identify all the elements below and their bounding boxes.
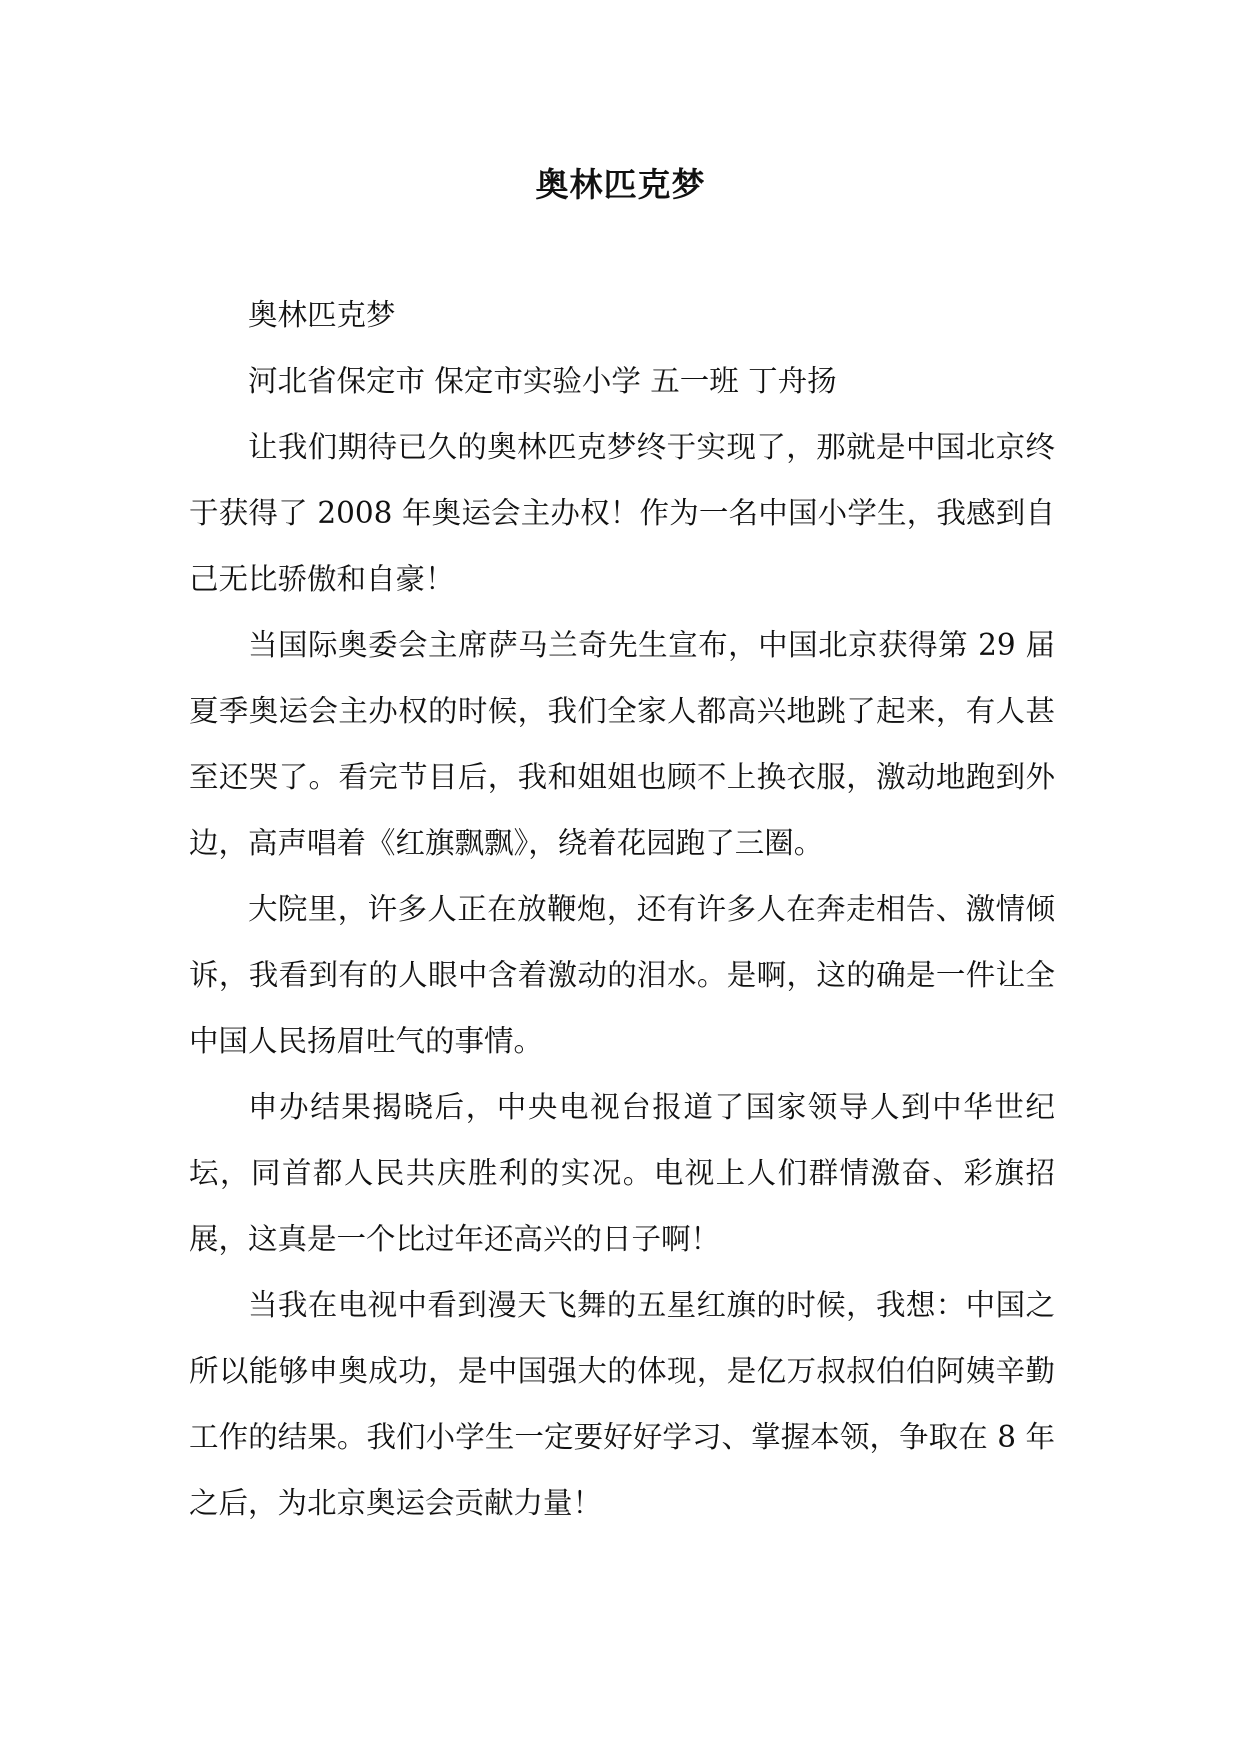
paragraph: 申办结果揭晓后，中央电视台报道了国家领导人到中华世纪坛，同首都人民共庆胜利的实况。电视上人们群情激奋、彩旗招展，这真是一个比过年还高兴的日子啊！ [189,1090,1055,1256]
paragraph-essay-title: 奥林匹克梦 [248,298,396,332]
paragraph: 让我们期待已久的奥林匹克梦终于实现了，那就是中国北京终于获得了 2008 年奥运会主办权！作为一名中国小学生，我感到自己无比骄傲和自豪！ [189,430,1055,596]
paragraph: 大院里，许多人正在放鞭炮，还有许多人在奔走相告、激情倾诉，我看到有的人眼中含着激动的泪水。是啊，这的确是一件让全中国人民扬眉吐气的事情。 [189,892,1055,1058]
document-title: 奥林匹克梦 [535,165,706,204]
document-body [189,282,1055,1536]
paragraph: 当我在电视中看到漫天飞舞的五星红旗的时候，我想：中国之所以能够申奥成功，是中国强大的体现，是亿万叔叔伯伯阿姨辛勤工作的结果。我们小学生一定要好好学习、掌握本领，争取在 8 年之后，为北京奥运会贡献力量！ [189,1288,1055,1520]
paragraph-author-line: 河北省保定市 保定市实验小学 五一班 丁舟扬 [248,364,837,398]
paragraph: 当国际奥委会主席萨马兰奇先生宣布，中国北京获得第 29 届夏季奥运会主办权的时候，我们全家人都高兴地跳了起来，有人甚至还哭了。看完节目后，我和姐姐也顾不上换衣服，激动地跑到外边，高声唱着《红旗飘飘》，绕着花园跑了三圈。 [189,628,1055,860]
